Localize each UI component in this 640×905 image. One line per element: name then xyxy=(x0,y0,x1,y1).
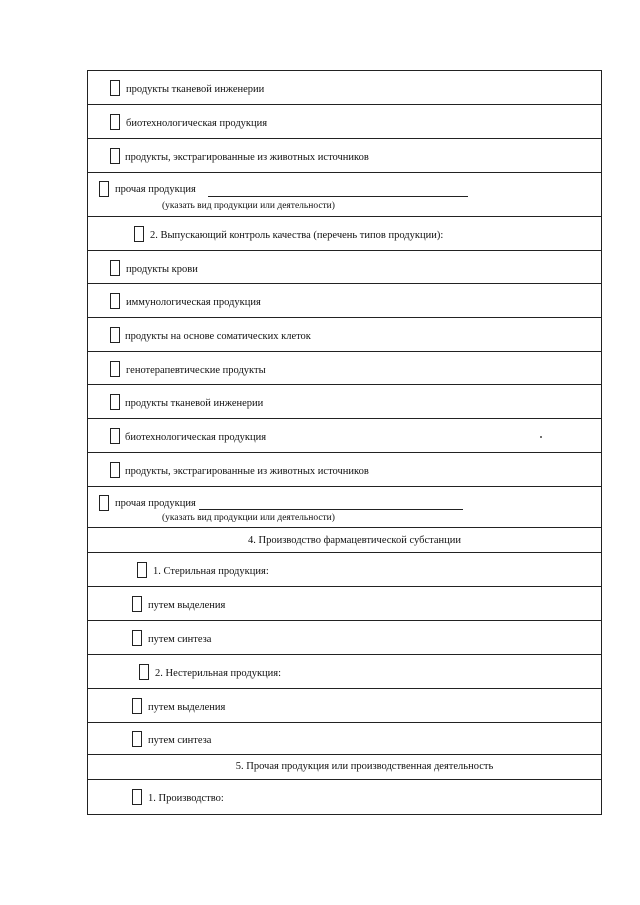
row-label: путем выделения xyxy=(148,702,226,713)
checkbox[interactable] xyxy=(99,495,109,511)
form-row xyxy=(88,173,601,217)
form-row xyxy=(88,780,601,814)
fill-hint: (указать вид продукции или деятельности) xyxy=(162,201,335,211)
form-row xyxy=(88,587,601,621)
form-row xyxy=(88,385,601,419)
form-row xyxy=(88,284,601,318)
row-label: продукты тканевой инженерии xyxy=(126,84,265,95)
fill-line[interactable] xyxy=(199,509,463,510)
checkbox[interactable] xyxy=(110,462,120,478)
row-label: прочая продукция xyxy=(115,184,196,195)
fill-hint: (указать вид продукции или деятельности) xyxy=(162,513,335,523)
fill-line[interactable] xyxy=(208,196,468,197)
row-label: путем синтеза xyxy=(148,735,212,746)
form-row xyxy=(88,105,601,139)
checkbox[interactable] xyxy=(137,562,147,578)
form-row xyxy=(88,352,601,385)
checkbox[interactable] xyxy=(110,361,120,377)
checkbox[interactable] xyxy=(99,181,109,197)
checkbox[interactable] xyxy=(139,664,149,680)
row-label: продукты крови xyxy=(126,264,198,275)
checkbox[interactable] xyxy=(132,789,142,805)
checkbox[interactable] xyxy=(110,394,120,410)
row-label: биотехнологическая продукция xyxy=(126,118,268,129)
checkbox[interactable] xyxy=(134,226,144,242)
speck xyxy=(540,436,542,438)
checkbox[interactable] xyxy=(110,80,120,96)
checkbox[interactable] xyxy=(132,596,142,612)
form-row xyxy=(88,689,601,723)
checkbox[interactable] xyxy=(110,114,120,130)
form-row xyxy=(88,528,601,553)
form-row xyxy=(88,487,601,528)
form-row xyxy=(88,553,601,587)
form-row xyxy=(88,318,601,352)
checkbox[interactable] xyxy=(110,293,120,309)
checkbox[interactable] xyxy=(132,698,142,714)
form-row xyxy=(88,453,601,487)
row-label: продукты, экстрагированные из животных источников xyxy=(125,152,369,163)
checkbox[interactable] xyxy=(110,148,120,164)
row-label: путем выделения xyxy=(148,600,226,611)
row-label: путем синтеза xyxy=(148,634,212,645)
row-label: иммунологическая продукция xyxy=(126,297,261,308)
row-label: биотехнологическая продукция xyxy=(125,432,267,443)
form-row xyxy=(88,723,601,755)
section-heading: 5. Прочая продукция или производственная деятельность xyxy=(235,761,494,772)
row-label: прочая продукция xyxy=(115,498,196,509)
checkbox[interactable] xyxy=(132,630,142,646)
form-row xyxy=(88,71,601,105)
form-row xyxy=(88,217,601,251)
form-row xyxy=(88,251,601,284)
form-row xyxy=(88,655,601,689)
checkbox[interactable] xyxy=(110,260,120,276)
checkbox[interactable] xyxy=(110,428,120,444)
row-label: 1. Производство: xyxy=(148,793,224,804)
form-row xyxy=(88,139,601,173)
row-label: продукты на основе соматических клеток xyxy=(125,331,311,342)
form-row xyxy=(88,755,601,780)
row-label: продукты, экстрагированные из животных источников xyxy=(125,466,369,477)
form-table xyxy=(87,70,602,815)
form-row xyxy=(88,419,601,453)
row-label: 2. Выпускающий контроль качества (перечень типов продукции): xyxy=(150,230,444,241)
row-label: 2. Нестерильная продукция: xyxy=(155,668,282,679)
form-row xyxy=(88,621,601,655)
checkbox[interactable] xyxy=(132,731,142,747)
row-label: генотерапевтические продукты xyxy=(126,365,266,376)
checkbox[interactable] xyxy=(110,327,120,343)
section-heading: 4. Производство фармацевтической субстанции xyxy=(248,535,461,546)
row-label: продукты тканевой инженерии xyxy=(125,398,264,409)
row-label: 1. Стерильная продукция: xyxy=(153,566,269,577)
